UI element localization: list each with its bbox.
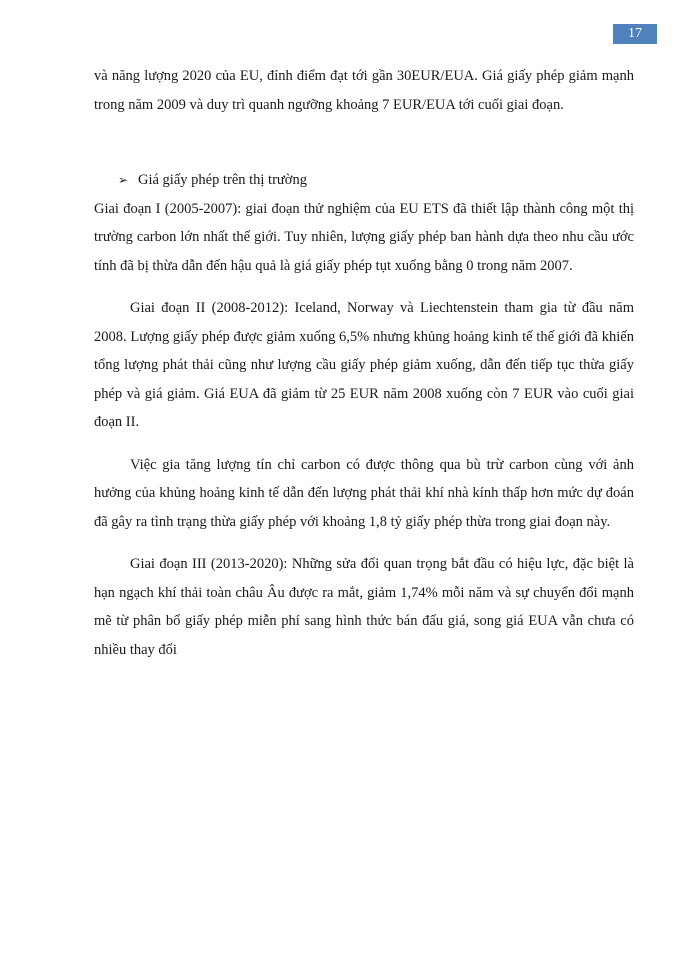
paragraph-carbon-credits: Việc gia tăng lượng tín chỉ carbon có được thông qua bù trừ carbon cùng với ảnh hưởng của khủng hoảng kinh tế dẫn đến lượng phát thải khí nhà kính thấp hơn mức dự đoán đã gây ra tình trạng thừa giấy phép với khoảng 1,8 tỷ giấy phép thừa trong giai đoạn này.: [94, 456, 634, 530]
document-body: [94, 62, 634, 664]
paragraph-phase-2: Giai đoạn II (2008-2012): Iceland, Norway và Liechtenstein tham gia từ đầu năm 2008. Lượng giấy phép được giảm xuống 6,5% nhưng khủng hoảng kinh tế thế giới đã khiến tổng lượng phát thải cũng như lượng cầu giấy phép giảm xuống, dẫn đến tiếp tục thừa giấy phép và giá giảm. Giá EUA đã giảm từ 25 EUR năm 2008 xuống còn 7 EUR vào cuối giai đoạn II.: [94, 300, 634, 430]
page-number: 17: [613, 24, 657, 44]
section-heading-text: Giá giấy phép trên thị trường: [138, 172, 307, 188]
arrow-bullet-icon: ➢: [118, 173, 129, 187]
paragraph-phase-1: Giai đoạn I (2005-2007): giai đoạn thử nghiệm của EU ETS đã thiết lập thành công một thị trường carbon lớn nhất thế giới. Tuy nhiên, lượng giấy phép ban hành dựa theo nhu cầu ước tính đã bị thừa dẫn đến hậu quả là giá giấy phép tụt xuống bằng 0 trong năm 2007.: [94, 200, 634, 274]
section-heading: [94, 166, 634, 195]
intro-paragraph: và năng lượng 2020 của EU, đỉnh điểm đạt tới gần 30EUR/EUA. Giá giấy phép giảm mạnh trong năm 2009 và duy trì quanh ngưỡng khoảng 7 EUR/EUA tới cuối giai đoạn.: [94, 68, 634, 113]
paragraph-phase-3: Giai đoạn III (2013-2020): Những sửa đổi quan trọng bắt đầu có hiệu lực, đặc biệt là hạn ngạch khí thải toàn châu Âu được ra mắt, giảm 1,74% mỗi năm và sự chuyển đổi mạnh mẽ từ phân bổ giấy phép miễn phí sang hình thức bán đấu giá, song giá EUA vẫn chưa có nhiều thay đổi: [94, 556, 634, 658]
